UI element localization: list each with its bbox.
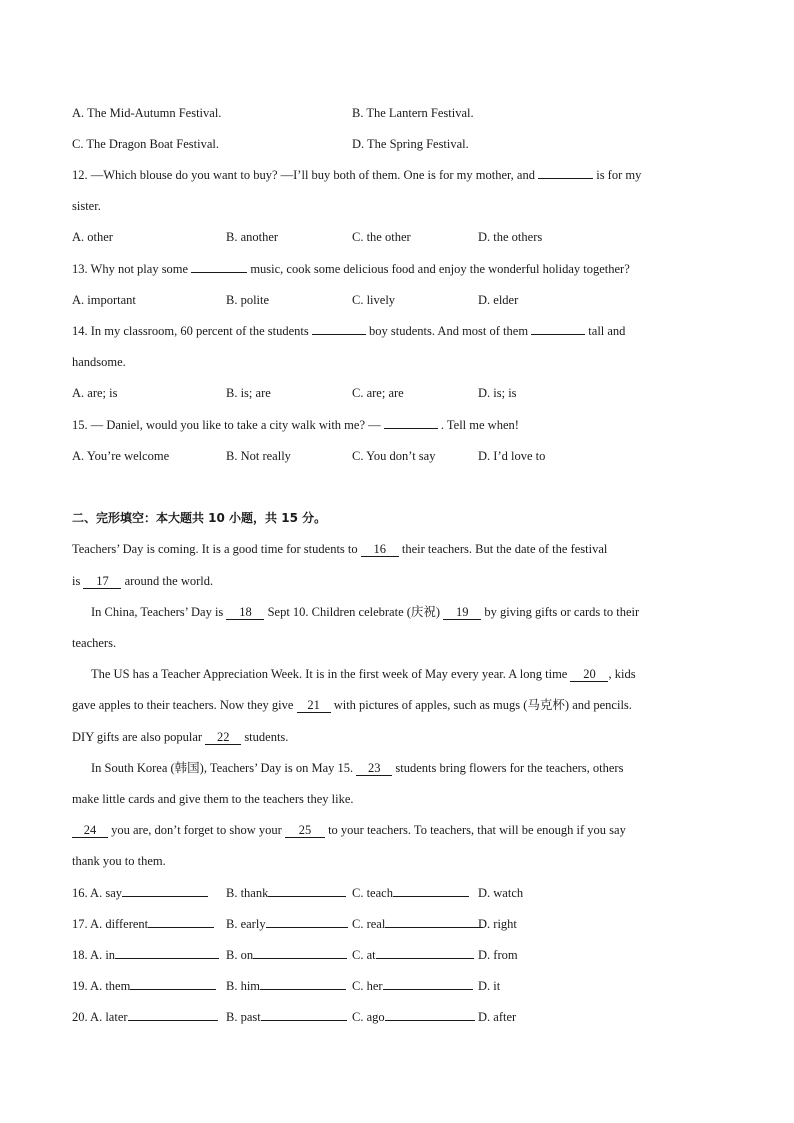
passage-line-5: The US has a Teacher Appreciation Week. It is in the first week of May every year. A long time 20 , kids [91, 667, 636, 681]
q17-option-d: D. right [478, 917, 517, 931]
q14-option-a: A. are; is [72, 386, 118, 400]
q12-blank [538, 178, 593, 179]
q16-option-a: 16. A. say [72, 885, 208, 901]
q14-option-c: C. are; are [352, 386, 404, 400]
passage-line-3: In China, Teachers’ Day is 18 Sept 10. Children celebrate (庆祝) 19 by giving gifts or cards to their [91, 605, 640, 619]
q14-option-d: D. is; is [478, 386, 517, 400]
q16-option-c: C. teach [352, 885, 469, 901]
passage-line-11: thank you to them. [72, 854, 166, 868]
q15-option-d: D. I’d love to [478, 449, 546, 463]
q19-option-c: C. her [352, 978, 473, 994]
q15-option-b: B. Not really [226, 449, 291, 463]
passage-line-4: teachers. [72, 636, 117, 650]
q16-option-d: D. watch [478, 886, 524, 900]
q19-option-d: D. it [478, 979, 501, 993]
q15-option-a: A. You’re welcome [72, 449, 170, 463]
q18-option-b: B. on [226, 947, 347, 963]
passage-line-6: gave apples to their teachers. Now they give 21 with pictures of apples, such as mugs (马克杯) and pencils. [72, 698, 632, 712]
q11-option-b: B. The Lantern Festival. [352, 106, 474, 120]
q11-option-a: A. The Mid-Autumn Festival. [72, 106, 222, 120]
blank-24: 24 [72, 824, 108, 838]
passage-line-7: DIY gifts are also popular 22 students. [72, 730, 289, 744]
q20-option-b: B. past [226, 1009, 347, 1025]
q12-option-c: C. the other [352, 230, 411, 244]
blank-17: 17 [83, 575, 121, 589]
q13-option-d: D. elder [478, 293, 519, 307]
q19-option-b: B. him [226, 978, 346, 994]
q12-stem: 12. —Which blouse do you want to buy? —I’ll buy both of them. One is for my mother, and is for my [72, 168, 642, 182]
q12-option-a: A. other [72, 230, 113, 244]
section-2-title: 二、完形填空：本大题共 10 小题，共 15 分。 [72, 511, 327, 525]
blank-19: 19 [443, 606, 481, 620]
blank-21: 21 [297, 699, 331, 713]
q18-option-c: C. at [352, 947, 474, 963]
passage-line-9: make little cards and give them to the teachers they like. [72, 792, 354, 806]
q13-blank [191, 272, 247, 273]
q20-option-c: C. ago [352, 1009, 475, 1025]
q18-option-a: 18. A. in [72, 947, 219, 963]
q14-stem: 14. In my classroom, 60 percent of the students boy students. And most of them tall and [72, 324, 626, 338]
blank-23: 23 [356, 762, 392, 776]
q11-option-d: D. The Spring Festival. [352, 137, 469, 151]
q14-option-b: B. is; are [226, 386, 271, 400]
q13-option-a: A. important [72, 293, 136, 307]
passage-line-1: Teachers’ Day is coming. It is a good time for students to 16 their teachers. But the date of the festival [72, 542, 608, 556]
q17-option-a: 17. A. different [72, 916, 214, 932]
q14-blank-1 [312, 334, 366, 335]
q18-option-d: D. from [478, 948, 518, 962]
q12-option-b: B. another [226, 230, 279, 244]
blank-25: 25 [285, 824, 325, 838]
q14-stem-cont: handsome. [72, 355, 126, 369]
q11-option-c: C. The Dragon Boat Festival. [72, 137, 219, 151]
q17-option-c: C. real [352, 916, 483, 932]
q13-option-c: C. lively [352, 293, 396, 307]
q12-option-d: D. the others [478, 230, 543, 244]
blank-16: 16 [361, 543, 399, 557]
q15-option-c: C. You don’t say [352, 449, 436, 463]
passage-line-10: 24 you are, don’t forget to show your 25 to your teachers. To teachers, that will be enough if you say [72, 822, 626, 838]
q20-option-a: 20. A. later [72, 1009, 218, 1025]
q15-blank [384, 428, 438, 429]
q12-stem-cont: sister. [72, 199, 101, 213]
q13-stem: 13. Why not play some music, cook some delicious food and enjoy the wonderful holiday together? [72, 262, 630, 276]
blank-18: 18 [226, 606, 264, 620]
blank-20: 20 [570, 668, 608, 682]
blank-22: 22 [205, 731, 241, 745]
q15-stem: 15. — Daniel, would you like to take a city walk with me? — . Tell me when! [72, 418, 519, 432]
passage-line-8: In South Korea (韩国), Teachers’ Day is on May 15. 23 students bring flowers for the teachers, others [91, 761, 624, 775]
q19-option-a: 19. A. them [72, 978, 216, 994]
passage-line-2: is 17 around the world. [72, 574, 214, 588]
q16-option-b: B. thank [226, 885, 346, 901]
q13-option-b: B. polite [226, 293, 270, 307]
q14-blank-2 [531, 334, 585, 335]
q17-option-b: B. early [226, 916, 348, 932]
q20-option-d: D. after [478, 1010, 517, 1024]
